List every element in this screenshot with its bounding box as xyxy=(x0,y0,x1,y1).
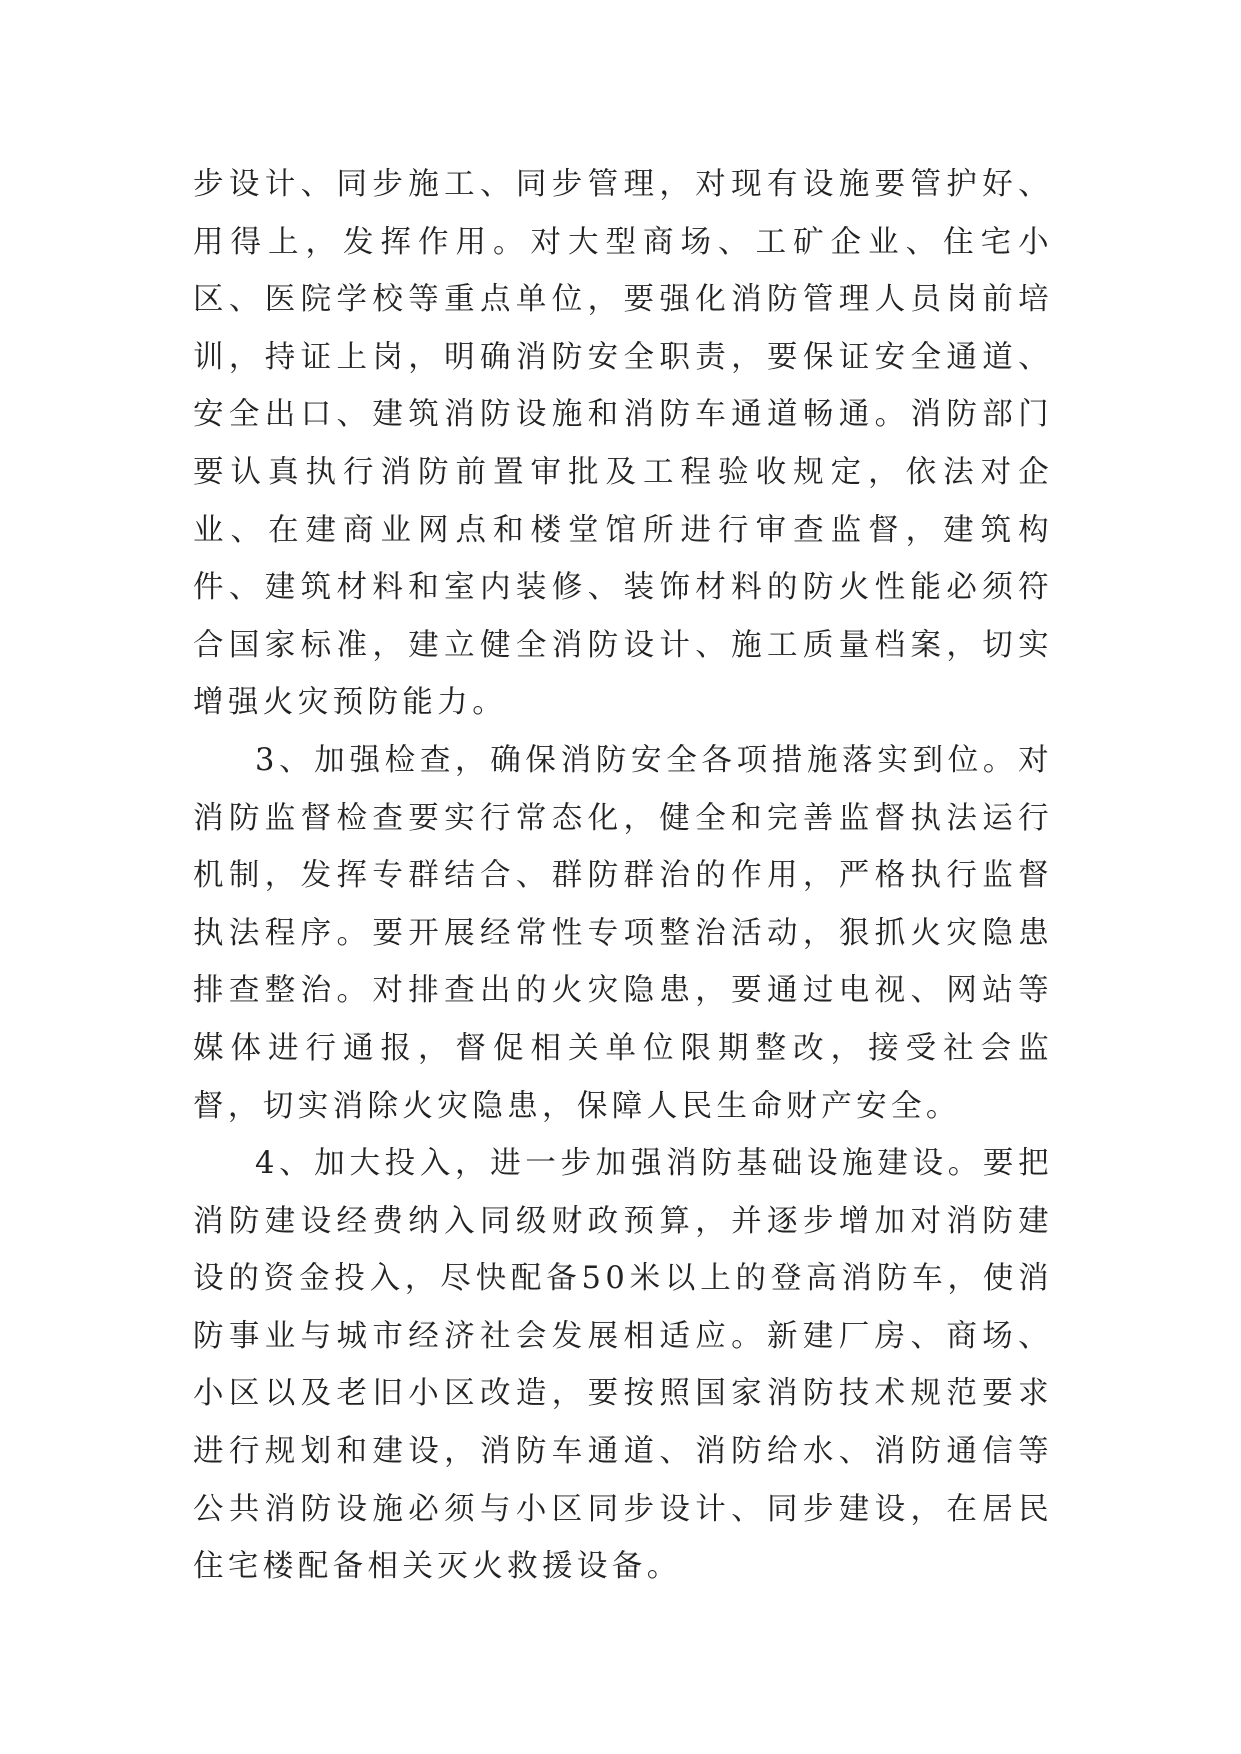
paragraph-item-3: 3、加强检查，确保消防安全各项措施落实到位。对消防监督检查要实行常态化，健全和完善监督执法运行机制，发挥专群结合、群防群治的作用，严格执行监督执法程序。要开展经常性专项整治活动，狠抓火灾隐患排查整治。对排查出的火灾隐患，要通过电视、网站等媒体进行通报，督促相关单位限期整改，接受社会监督，切实消除火灾隐患，保障人民生命财产安全。 xyxy=(193,742,1053,1124)
paragraph-item-4: 4、加大投入，进一步加强消防基础设施建设。要把消防建设经费纳入同级财政预算，并逐步增加对消防建设的资金投入，尽快配备50米以上的登高消防车，使消防事业与城市经济社会发展相适应。新建厂房、商场、小区以及老旧小区改造，要按照国家消防技术规范要求进行规划和建设，消防车通道、消防给水、消防通信等公共消防设施必须与小区同步设计、同步建设，在居民住宅楼配备相关灭火救援设备。 xyxy=(193,1146,1053,1585)
paragraph-continuation: 步设计、同步施工、同步管理，对现有设施要管护好、用得上，发挥作用。对大型商场、工矿企业、住宅小区、医院学校等重点单位，要强化消防管理人员岗前培训，持证上岗，明确消防安全职责，要保证安全通道、安全出口、建筑消防设施和消防车通道畅通。消防部门要认真执行消防前置审批及工程验收规定，依法对企业、在建商业网点和楼堂馆所进行审查监督，建筑构件、建筑材料和室内装修、装饰材料的防火性能必须符合国家标准，建立健全消防设计、施工质量档案，切实增强火灾预防能力。 xyxy=(193,167,1053,721)
document-body xyxy=(193,156,1053,1596)
